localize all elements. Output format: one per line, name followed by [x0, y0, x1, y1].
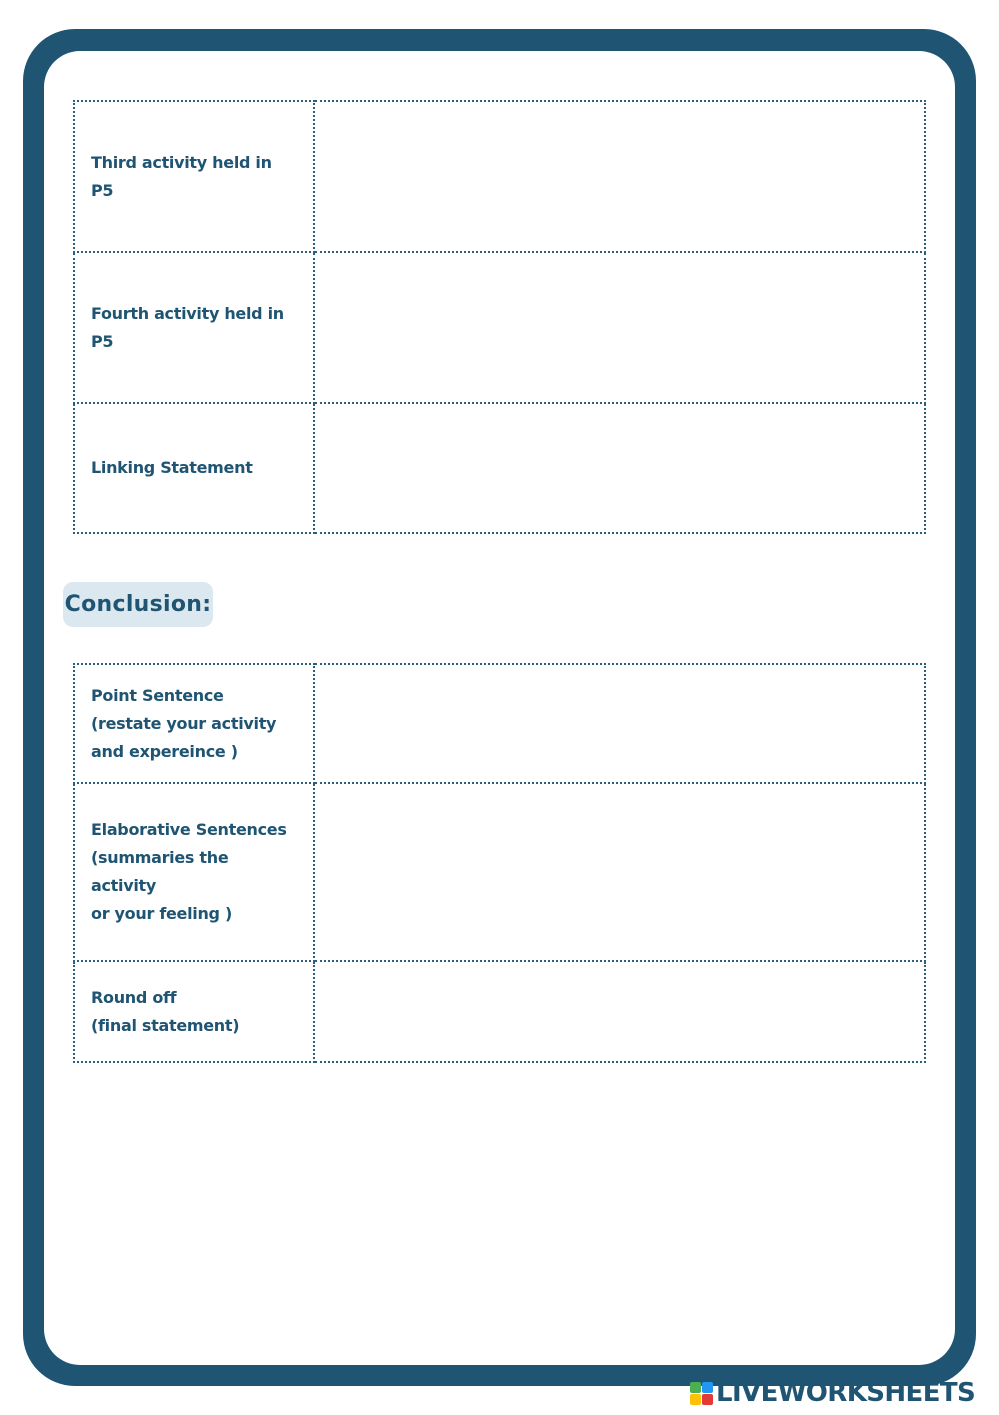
brand-name: LIVEWORKSHEETS — [716, 1378, 976, 1408]
row-label-linking-statement: Linking Statement — [74, 403, 314, 533]
row-label-point-sentence: Point Sentence (restate your activity and expereince ) — [74, 664, 314, 783]
row-label-third-activity: Third activity held in P5 — [74, 101, 314, 252]
answer-cell-elaborative-sentences[interactable] — [314, 783, 925, 961]
row-label-elaborative-sentences: Elaborative Sentences (summaries the activity or your feeling ) — [74, 783, 314, 961]
answer-cell-fourth-activity[interactable] — [314, 252, 925, 403]
logo-square — [702, 1394, 713, 1405]
table-row — [74, 664, 925, 783]
conclusion-heading: Conclusion: — [63, 582, 213, 627]
logo-square — [702, 1382, 713, 1393]
answer-cell-third-activity[interactable] — [314, 101, 925, 252]
liveworksheets-logo-icon — [690, 1382, 713, 1405]
body-paragraph-table — [73, 100, 926, 534]
row-label-round-off: Round off (final statement) — [74, 961, 314, 1062]
logo-square — [690, 1382, 701, 1393]
table-row — [74, 783, 925, 961]
table-row — [74, 101, 925, 252]
table-row — [74, 403, 925, 533]
liveworksheets-brand — [690, 1375, 975, 1411]
row-label-fourth-activity: Fourth activity held in P5 — [74, 252, 314, 403]
answer-cell-point-sentence[interactable] — [314, 664, 925, 783]
conclusion-table — [73, 663, 926, 1063]
answer-cell-round-off[interactable] — [314, 961, 925, 1062]
table-row — [74, 961, 925, 1062]
table-row — [74, 252, 925, 403]
logo-square — [690, 1394, 701, 1405]
answer-cell-linking-statement[interactable] — [314, 403, 925, 533]
